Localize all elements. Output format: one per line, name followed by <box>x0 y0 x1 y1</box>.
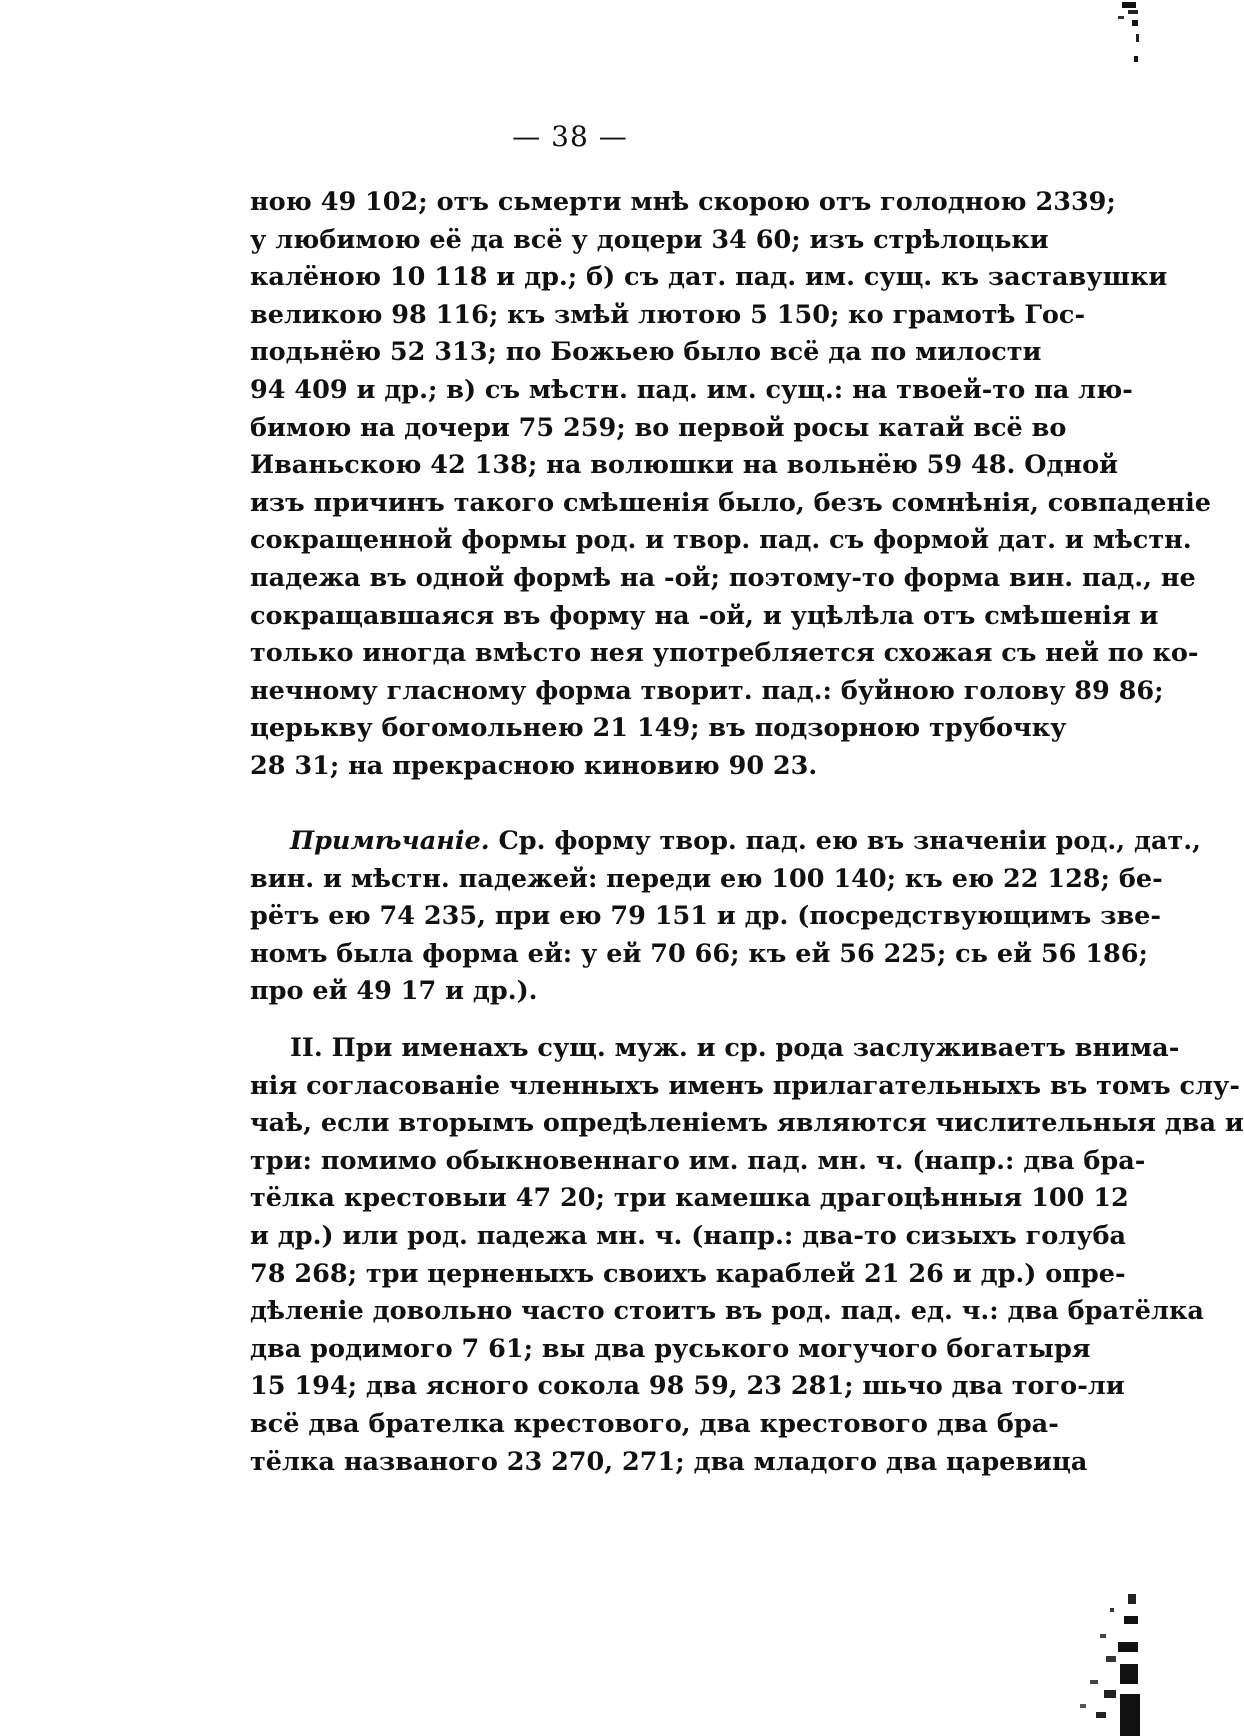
text-line: про ей 49 17 и др.). <box>250 976 538 1007</box>
text-line: тёлка названого 23 270, 271; два младого два царевица <box>250 1446 1088 1477</box>
text-line: вин. и мѣстн. падежей: переди ею 100 140; къ ею 22 128; бе- <box>250 863 1163 894</box>
text-line: изъ причинъ такого смѣшенія было, безъ сомнѣнія, совпаденіе <box>250 487 1211 518</box>
text-line: рётъ ею 74 235, при ею 79 151 и др. (посредствующимъ зве- <box>250 901 1161 932</box>
text-line: 78 268; три церненыхъ своихъ караблей 21 26 и др.) опре- <box>250 1258 1126 1289</box>
text-line: нія согласованіе членныхъ именъ прилагательныхъ въ томъ слу- <box>250 1070 1240 1101</box>
text-line: тёлка крестовыи 47 20; три камешка драгоцѣнныя 100 12 <box>250 1183 1129 1214</box>
text-line: Иваньскою 42 138; на волюшки на вольнёю 59 48. Одной <box>250 450 1119 481</box>
text-line: дѣленіе довольно часто стоитъ въ род. пад. ед. ч.: два братёлка <box>250 1296 1204 1327</box>
page-number: — 38 — <box>512 120 628 153</box>
text-line: ною 49 102; отъ сьмерти мнѣ скорою отъ голодною 2339; <box>250 187 1116 217</box>
text-line: 94 409 и др.; в) съ мѣстн. пад. им. сущ.: на твоей-то па лю- <box>250 374 1133 405</box>
scan-noise-top <box>1110 0 1140 70</box>
paragraph-section-ii <box>250 1030 1244 1481</box>
text-line: всё два брателка крестового, два крестового два бра- <box>250 1408 1059 1439</box>
text-line: чаѣ, если вторымъ опредѣленіемъ являются числительныя два и <box>250 1108 1244 1139</box>
text-line: у любимою её да всё у доцери 34 60; изъ стрѣлоцьки <box>250 224 1049 255</box>
text-line: великою 98 116; къ змѣй лютою 5 150; ко грамотѣ Гос- <box>250 299 1086 330</box>
text-line: и др.) или род. падежа мн. ч. (напр.: два-то сизыхъ голуба <box>250 1220 1127 1251</box>
text-line: номъ была форма ей: у ей 70 66; къ ей 56 225; сь ей 56 186; <box>250 938 1148 969</box>
text-line: подьнёю 52 313; по Божьею было всё да по милости <box>250 337 1042 368</box>
paragraph-main <box>250 184 1211 786</box>
note-label: Примѣчаніе. <box>290 826 490 856</box>
note-first-line-text: Ср. форму твор. пад. ею въ значеніи род., дат., <box>489 826 1202 856</box>
text-line: сокращавшаяся въ форму на -ой, и уцѣлѣла отъ смѣшенія и <box>250 600 1159 631</box>
paragraph-note <box>250 823 1202 1011</box>
text-line: 15 194; два ясного сокола 98 59, 23 281; шьчо два того-ли <box>250 1371 1125 1402</box>
text-line: нечному гласному форма творит. пад.: буйною голову 89 86; <box>250 675 1164 706</box>
text-line: только иногда вмѣсто нея употребляется схожая съ ней по ко- <box>250 638 1199 669</box>
text-line: падежа въ одной формѣ на -ой; поэтому-то форма вин. пад., не <box>250 562 1196 593</box>
text-line: три: помимо обыкновеннаго им. пад. мн. ч. (напр.: два бра- <box>250 1145 1146 1176</box>
text-line: 28 31; на прекрасною киновию 90 23. <box>250 750 818 781</box>
note-first-line <box>250 823 1202 861</box>
text-line: калёною 10 118 и др.; б) съ дат. пад. им. сущ. къ заставушки <box>250 262 1168 293</box>
text-line: бимою на дочери 75 259; во первой росы катай всё во <box>250 412 1067 443</box>
text-line: церькву богомольнею 21 149; въ подзорною трубочку <box>250 713 1067 744</box>
text-line: два родимого 7 61; вы два руського могучого богатыря <box>250 1333 1091 1364</box>
scan-noise-bottom <box>1040 1590 1140 1736</box>
text-line: сокращенной формы род. и твор. пад. съ формой дат. и мѣстн. <box>250 525 1192 556</box>
text-line: II. При именахъ сущ. муж. и ср. рода заслуживаетъ внима- <box>290 1033 1180 1063</box>
